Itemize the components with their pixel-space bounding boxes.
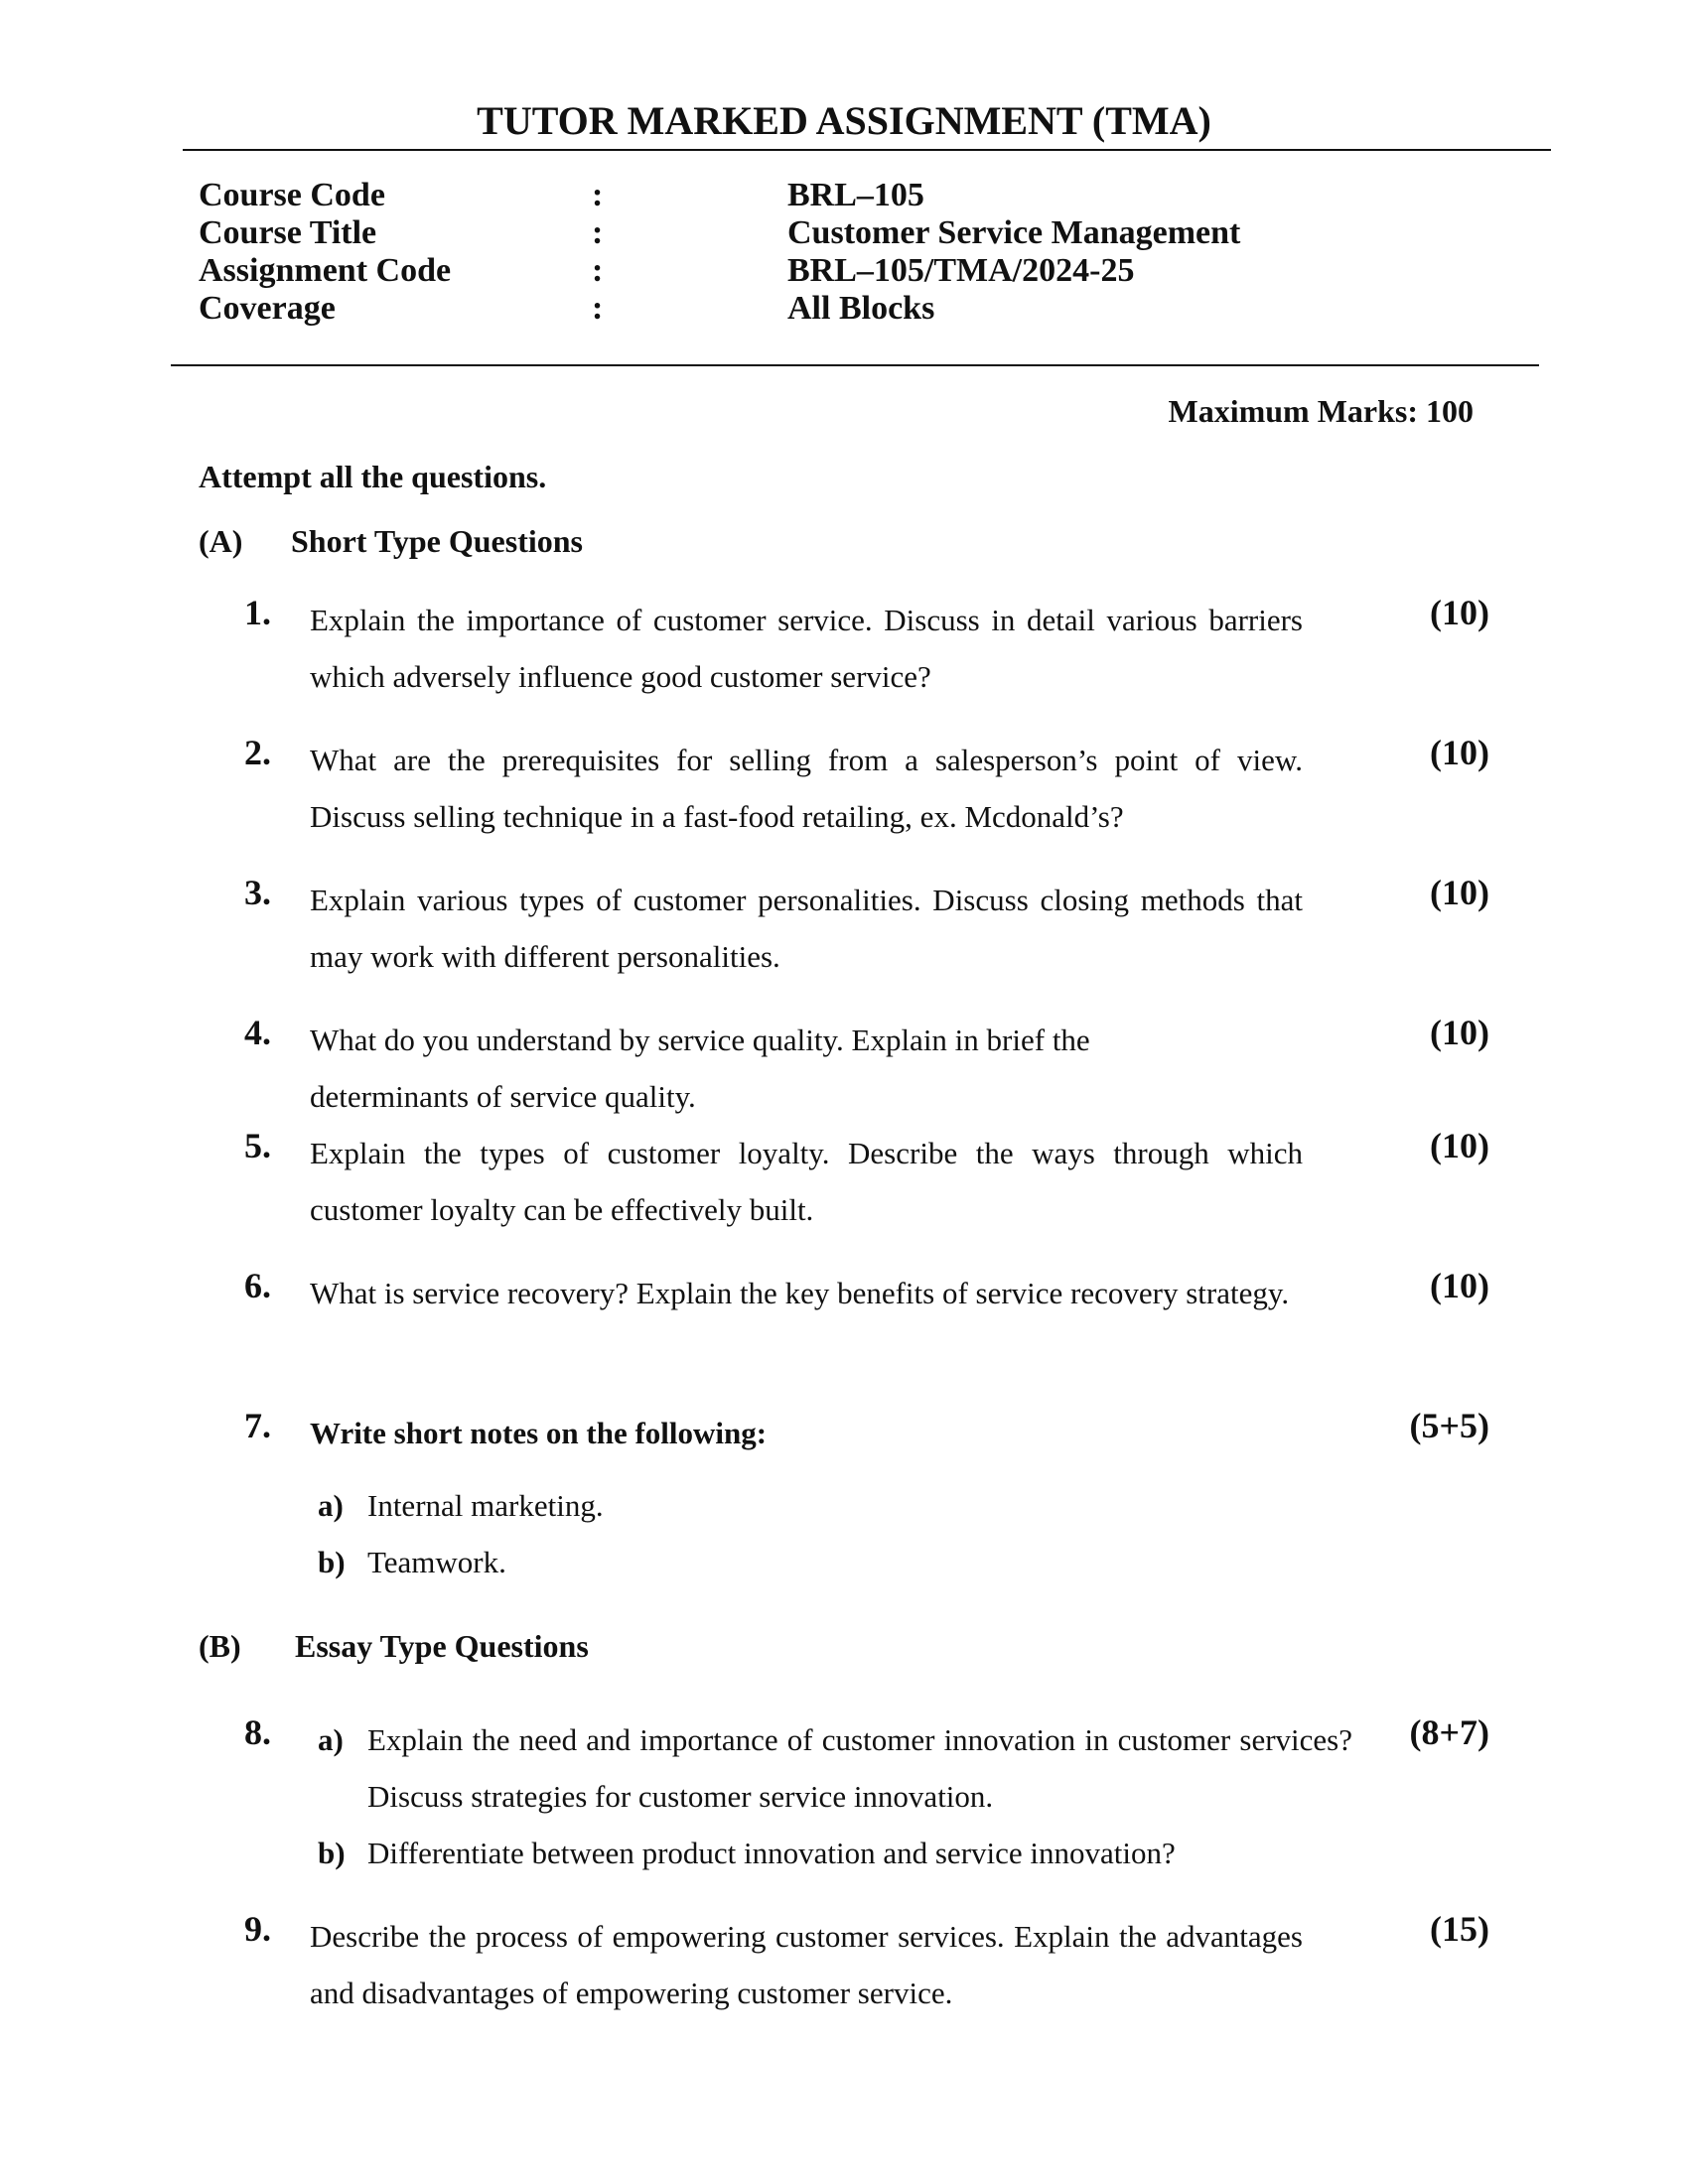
meta-value: BRL–105 (787, 177, 924, 213)
meta-separator: : (592, 177, 604, 213)
section-name: Short Type Questions (291, 523, 583, 559)
section-label: (A) (199, 523, 243, 559)
question-number: 1. (244, 593, 271, 632)
subpart-label: a) (318, 1488, 344, 1523)
section-label: (B) (199, 1628, 241, 1664)
question-text: Explain various types of customer personalities. Discuss closing methods that may work with different personalities. (310, 883, 1303, 974)
section-name: Essay Type Questions (295, 1628, 589, 1664)
meta-key: Assignment Code (199, 252, 452, 289)
question-text: What is service recovery? Explain the key benefits of service recovery strategy. (310, 1276, 1290, 1310)
instruction: Attempt all the questions. (199, 459, 547, 494)
subpart-label: a) (318, 1722, 344, 1757)
question-number: 8. (244, 1712, 271, 1752)
meta-key: Course Title (199, 214, 377, 251)
question-number: 4. (244, 1013, 271, 1052)
question-text: Describe the process of empowering customer services. Explain the advantages and disadvantages of empowering customer service. (310, 1919, 1303, 2010)
question-text: What do you understand by service quality. Explain in brief the determinants of service quality. (310, 1023, 1090, 1114)
question-text: What are the prerequisites for selling from a salesperson’s point of view. Discuss selling technique in a fast-food retailing, ex. Mcdonald’s? (310, 743, 1303, 834)
meta-key: Coverage (199, 290, 336, 327)
subpart-label: b) (318, 1545, 346, 1579)
question-number: 3. (244, 873, 271, 912)
question-number: 9. (244, 1909, 271, 1949)
subpart-text: Internal marketing. (367, 1488, 604, 1523)
title-divider (183, 149, 1551, 151)
meta-separator: : (592, 214, 604, 251)
subpart-text: Differentiate between product innovation and service innovation? (367, 1836, 1176, 1870)
meta-key: Course Code (199, 177, 385, 213)
subpart-label: b) (318, 1836, 346, 1870)
question-marks: (10) (1430, 593, 1489, 632)
question-number: 5. (244, 1126, 271, 1165)
subpart-text: Explain the need and importance of customer innovation in customer services? Discuss strategies for customer service innovation. (367, 1722, 1352, 1814)
document-title: TUTOR MARKED ASSIGNMENT (TMA) (477, 98, 1211, 143)
question-number: 7. (244, 1406, 271, 1445)
question-marks: (10) (1430, 733, 1489, 772)
meta-value: All Blocks (787, 290, 935, 327)
question-text: Write short notes on the following: (310, 1416, 768, 1450)
question-text: Explain the importance of customer service. Discuss in detail various barriers which adversely influence good customer service? (310, 603, 1303, 694)
meta-separator: : (592, 252, 604, 289)
meta-value: Customer Service Management (787, 214, 1241, 251)
question-marks: (10) (1430, 1126, 1489, 1165)
question-marks: (10) (1430, 1013, 1489, 1052)
question-marks: (5+5) (1409, 1406, 1489, 1445)
meta-value: BRL–105/TMA/2024-25 (787, 252, 1135, 289)
maximum-marks: Maximum Marks: 100 (1168, 393, 1474, 429)
question-marks: (15) (1430, 1909, 1489, 1949)
question-number: 6. (244, 1266, 271, 1305)
question-marks: (10) (1430, 873, 1489, 912)
header-divider (171, 364, 1539, 366)
question-number: 2. (244, 733, 271, 772)
subpart-text: Teamwork. (367, 1545, 506, 1579)
question-text: Explain the types of customer loyalty. Describe the ways through which customer loyalty can be effectively built. (310, 1136, 1303, 1227)
question-marks: (10) (1430, 1266, 1489, 1305)
question-marks: (8+7) (1409, 1712, 1489, 1752)
meta-separator: : (592, 290, 604, 327)
